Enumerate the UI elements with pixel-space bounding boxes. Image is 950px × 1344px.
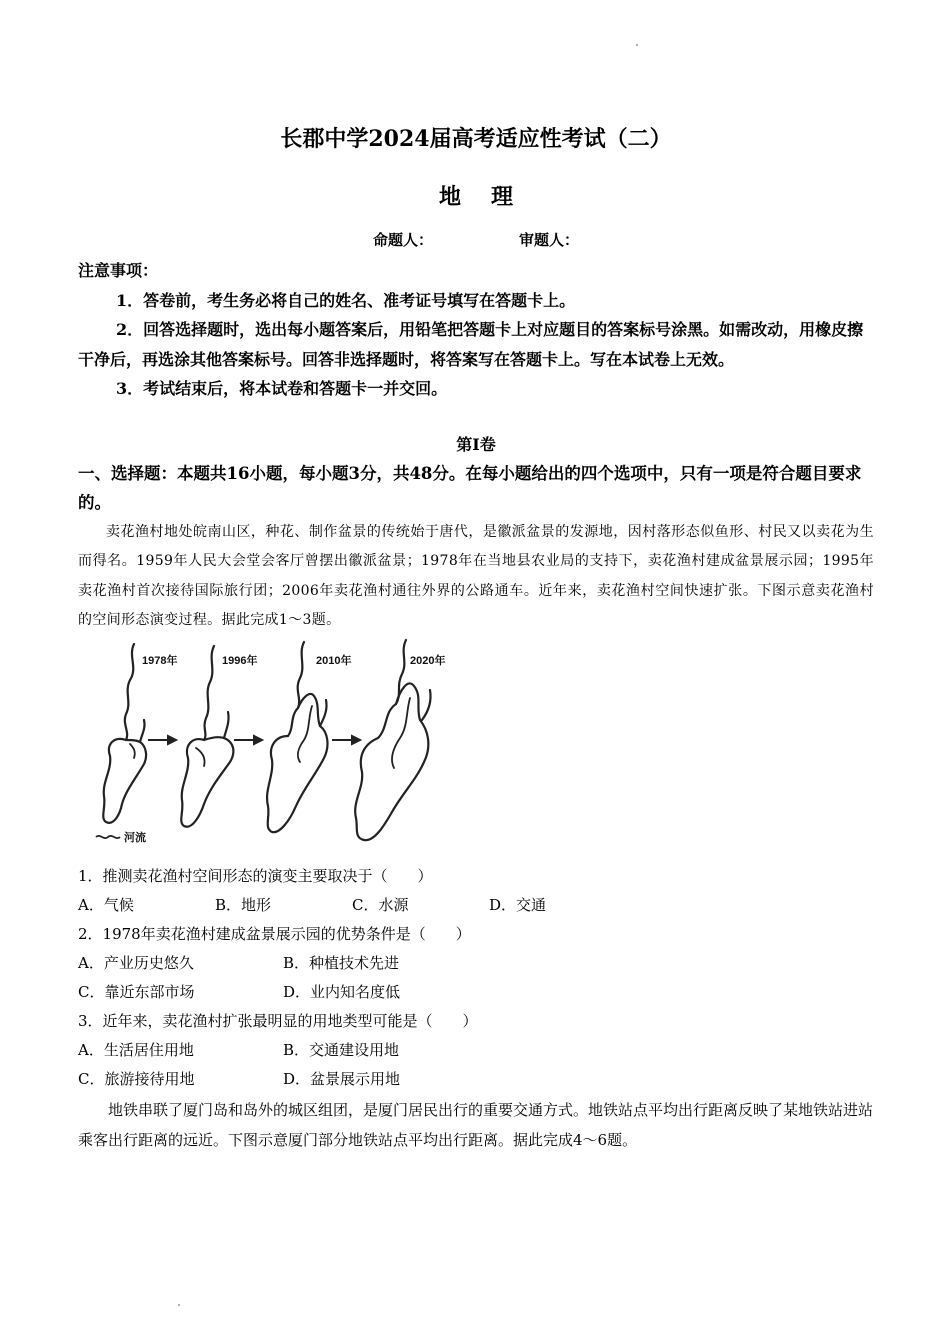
- question-2: [78, 920, 874, 1007]
- passage-text: 卖花渔村地处皖南山区，种花、制作盆景的传统始于唐代，是徽派盆景的发源地，因村落形态似鱼形、村民又以卖花为生而得名。1959年人民大会堂会客厅曾摆出徽派盆景；1978年在当地县农业局的支持下，卖花渔村建成盆景展示园；1995年卖花渔村首次接待国际旅行团；2006年卖花渔村通往外界的公路通车。近年来，卖花渔村空间快速扩张。下图示意卖花渔村的空间形态演变过程。据此完成1～3题。: [78, 524, 874, 628]
- question-3: [78, 1007, 874, 1094]
- arrow-icon: [352, 736, 360, 744]
- notice-item: 1．答卷前，考生务必将自己的姓名、准考证号填写在答题卡上。: [116, 290, 576, 310]
- option-c[interactable]: C．水源: [352, 896, 409, 914]
- notice-heading: 注意事项：: [78, 261, 159, 280]
- option-row: [78, 978, 874, 1007]
- map-panel-2010: [267, 642, 327, 832]
- map-panel-1996: [181, 646, 233, 827]
- arrow-icon: [254, 736, 262, 744]
- option-c[interactable]: C．旅游接待用地: [78, 1070, 195, 1088]
- option-a[interactable]: A．气候: [78, 896, 134, 914]
- author-line: [78, 229, 874, 250]
- option-b[interactable]: B．种植技术先进: [283, 954, 400, 972]
- year-label: 1978年: [142, 655, 178, 667]
- notice-item: 3．考试结束后，将本试卷和答题卡一并交回。: [116, 379, 448, 398]
- figure-legend: [96, 830, 146, 844]
- volume-label: 第Ⅰ卷: [456, 435, 496, 454]
- option-d[interactable]: D．业内知名度低: [283, 983, 401, 1001]
- map-panel-1978: [103, 644, 146, 823]
- section-heading: 一、选择题：本题共16小题，每小题3分，共48分。在每小题给出的四个选项中，只有一项是符合题目要求的。: [78, 464, 862, 512]
- option-d[interactable]: D．交通: [489, 896, 547, 914]
- notice-item: 2．回答选择题时，选出每小题答案后，用铅笔把答题卡上对应题目的答案标号涂黑。如需改动，用橡皮擦干净后，再选涂其他答案标号。回答非选择题时，将答案写在答题卡上。写在本试卷上无效。: [78, 320, 864, 369]
- notice-section: [78, 256, 874, 404]
- question-stem: 3．近年来，卖花渔村扩张最明显的用地类型可能是（ ）: [78, 1012, 478, 1030]
- option-a[interactable]: A．产业历史悠久: [78, 954, 194, 972]
- option-d[interactable]: D．盆景展示用地: [283, 1070, 401, 1088]
- question-stem: 1．推测卖花渔村空间形态的演变主要取决于（ ）: [78, 867, 433, 885]
- legend-label: 河流: [124, 832, 146, 844]
- option-c[interactable]: C．靠近东部市场: [78, 983, 195, 1001]
- option-row: [78, 891, 874, 920]
- question-1: [78, 862, 874, 920]
- map-panel-2020: [355, 640, 430, 840]
- scan-dot: [636, 44, 638, 46]
- question-stem: 2．1978年卖花渔村建成盆景展示园的优势条件是（ ）: [78, 925, 471, 943]
- option-a[interactable]: A．生活居住用地: [78, 1041, 194, 1059]
- reviewer-label: 审题人：: [519, 231, 580, 249]
- scan-dot: [178, 1304, 180, 1306]
- year-label: 1996年: [222, 655, 258, 667]
- option-row: [78, 1065, 874, 1094]
- subject-title: 地理: [438, 184, 543, 210]
- author-label: 命题人：: [372, 231, 433, 249]
- village-evolution-figure: [84, 636, 456, 848]
- passage-text: 地铁串联了厦门岛和岛外的城区组团，是厦门居民出行的重要交通方式。地铁站点平均出行距离反映了某地铁站进站乘客出行距离的远近。下图示意厦门部分地铁站点平均出行距离。据此完成4～6题。: [78, 1101, 874, 1149]
- option-row: [78, 949, 874, 978]
- year-label: 2020年: [410, 655, 446, 667]
- option-row: [78, 1036, 874, 1065]
- year-label: 2010年: [316, 655, 352, 667]
- option-b[interactable]: B．交通建设用地: [283, 1041, 400, 1059]
- arrow-icon: [168, 736, 176, 744]
- river-icon: [96, 836, 120, 838]
- exam-title: 长郡中学2024届高考适应性考试（二）: [280, 126, 672, 152]
- option-b[interactable]: B．地形: [215, 896, 272, 914]
